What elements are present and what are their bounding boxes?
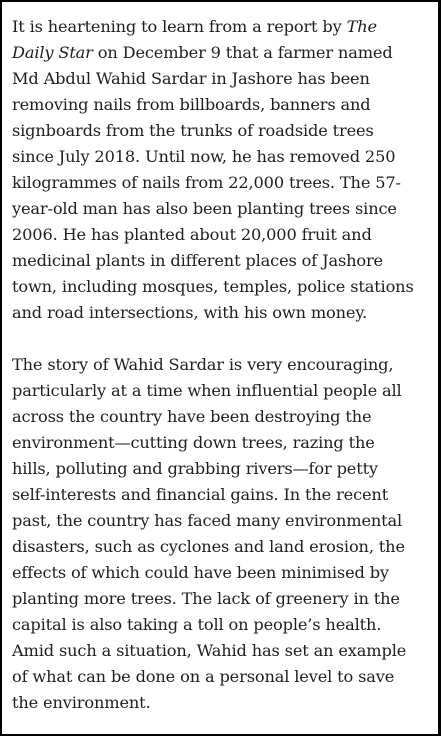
publication-name-italic: Daily Star bbox=[12, 43, 93, 62]
text-line: effects of which could have been minimised by bbox=[12, 563, 389, 582]
text-line: year-old man has also been planting trees since bbox=[12, 199, 397, 218]
article-page bbox=[2, 2, 438, 734]
text-line: 2006. He has planted about 20,000 fruit and bbox=[12, 225, 372, 244]
text-line bbox=[12, 40, 430, 66]
text-line: town, including mosques, temples, police stations bbox=[12, 277, 414, 296]
text-line: planting more trees. The lack of greenery in the bbox=[12, 589, 400, 608]
text-line: and road intersections, with his own money. bbox=[12, 303, 368, 322]
text-line: since July 2018. Until now, he has removed 250 bbox=[12, 147, 396, 166]
text-run: It is heartening to learn from a report by bbox=[12, 17, 347, 36]
text-line: medicinal plants in different places of Jashore bbox=[12, 251, 383, 270]
text-line: Amid such a situation, Wahid has set an example bbox=[12, 641, 407, 660]
text-line bbox=[12, 14, 430, 40]
text-line: capital is also taking a toll on people’s health. bbox=[12, 615, 382, 634]
text-line: environment—cutting down trees, razing the bbox=[12, 433, 375, 452]
text-line: kilogrammes of nails from 22,000 trees. The 57- bbox=[12, 173, 401, 192]
text-line: Md Abdul Wahid Sardar in Jashore has been bbox=[12, 69, 370, 88]
paragraph-2 bbox=[12, 352, 430, 716]
text-run: on December 9 that a farmer named bbox=[92, 43, 393, 62]
text-line: signboards from the trunks of roadside trees bbox=[12, 121, 374, 140]
text-line: disasters, such as cyclones and land erosion, the bbox=[12, 537, 405, 556]
text-line: removing nails from billboards, banners and bbox=[12, 95, 371, 114]
text-line: past, the country has faced many environmental bbox=[12, 511, 403, 530]
text-line: The story of Wahid Sardar is very encouraging, bbox=[12, 355, 394, 374]
text-line: self-interests and financial gains. In the recent bbox=[12, 485, 389, 504]
text-line: the environment. bbox=[12, 693, 151, 712]
publication-name-italic: The bbox=[346, 17, 377, 36]
text-line: of what can be done on a personal level to save bbox=[12, 667, 395, 686]
text-line: across the country have been destroying the bbox=[12, 407, 372, 426]
text-line: particularly at a time when influential people all bbox=[12, 381, 402, 400]
paragraph-1 bbox=[12, 14, 430, 326]
text-line: hills, polluting and grabbing rivers—for petty bbox=[12, 459, 378, 478]
